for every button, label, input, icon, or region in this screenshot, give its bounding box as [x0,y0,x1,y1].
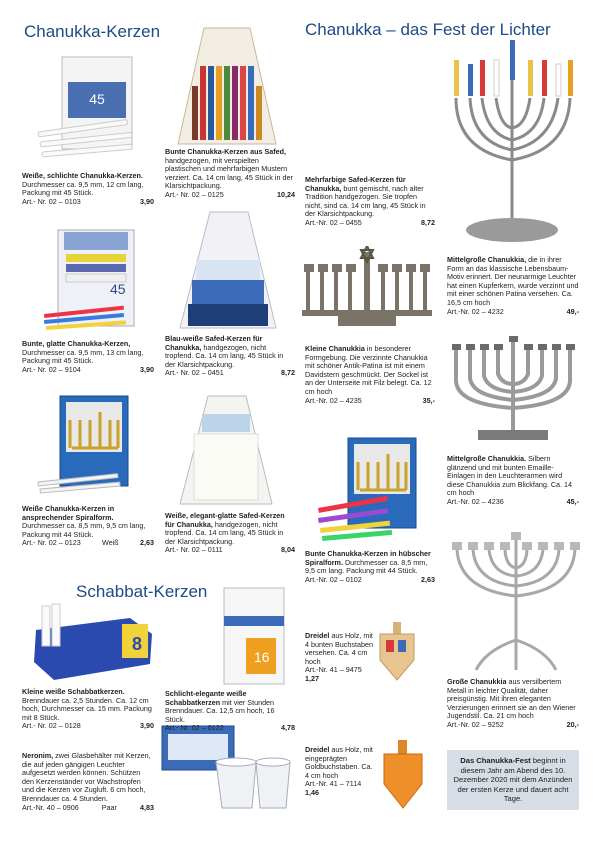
product-description [165,335,295,369]
article-number: Art.- Nr. 02 – 0125 [165,189,224,199]
product-name: Kleine weiße Schabbatkerzen. [22,687,125,696]
article-number: Art.-Nr. 02 – 4235 [305,395,362,405]
product-text: bunt gemischt, nach alter Tradition handgezogen. Sie tropfen nicht, sind ca. 14 cm lang, 45 Stück in der Klarsichtpackung. [305,183,426,219]
article-number: Art.- Nr. 02 – 0103 [22,196,81,206]
gold-letter-dreidel-image [380,740,426,810]
product-text: Durchmesser ca. 9,5 mm, 12 cm lang, Packung mit 45 Stück. [22,179,144,198]
price: 49,- [566,306,579,316]
note-title: Das Chanukka-Fest [460,756,531,765]
product-name: Mittelgroße Chanukkia. [447,454,527,463]
product-text: aus Holz, mit eingeprägten Goldbuchstaben. Ca. 4 cm hoch [305,745,373,780]
product-text: aus versilbertem Metall in leichter Qualität, daher preisgünstig. Mit ihren eleganten Verzierungen erinnert sie an den Wiener Jugendstil. Ca. 21 cm hoch [447,677,576,721]
note-text: beginnt in diesem Jahr am Abend des 10. Dezember 2020 mit dem Anzünden der ersten Kerze und dauert acht Tage. [453,756,573,804]
product-text: aus Holz, mit 4 bunten Buchstaben versehen. Ca. 4 cm hoch [305,631,373,666]
product-description [305,632,375,666]
product-description [165,512,295,546]
elegant-shabbat-candles-box-image [216,586,292,686]
price: 20,- [566,719,579,729]
product-name: Dreidel [305,631,330,640]
product-name: Mittelgroße Chanukkia, [447,255,527,264]
product-4236 [447,455,579,507]
heading-schabbat-kerzen: Schabbat-Kerzen [76,582,208,601]
price: 3,90 [140,196,154,206]
product-text: Durchmesser ca. 8,5 mm, 9,5 cm lang. Packung mit 44 Stück. [305,557,428,576]
product-name: Große Chanukkia [447,677,507,686]
product-name: Bunte Chanukka-Kerzen aus Safed, [165,147,287,156]
product-name: Kleine Chanukkia [305,344,365,353]
white-candles-box-image [36,52,148,170]
tree-of-life-chanukkia-image [444,30,584,248]
product-text: zwei Glasbehälter mit Kerzen, die auf jeden gängigen Leuchter aufgesetzt werden können. Schützen den Kerzenständer vor Wachstropfen und die Kerzen vor Zugluft. 6 cm hoch, Brenndauer ca. 4 Stunden. [22,751,151,803]
product-name: Weiße, schlichte Chanukka-Kerzen. [22,171,143,180]
article-number: Art.- Nr. 02 – 9104 [22,364,81,374]
product-0122 [165,690,295,733]
product-4232 [447,256,579,316]
price: 8,72 [421,217,435,227]
neronim-glass-holders-image [156,722,292,814]
product-text: handgezogen, nicht tropfend. Ca. 14 cm lang, 45 Stück in der Klarsichtpackung. [165,342,284,369]
small-chanukkia-star-image [298,246,436,330]
product-description [447,678,579,721]
product-0906 [22,752,154,812]
product-0128 [22,688,154,731]
product-description [305,550,435,576]
product-description [22,688,154,722]
article-number: Art.- Nr. 02 – 0128 [22,721,81,731]
article-number: Art.- Nr. 02 – 0122 [165,723,224,733]
price: 10,24 [277,189,295,199]
product-name: Bunte Chanukka-Kerzen in hübscher Spiralform. [305,549,431,567]
product-description [22,505,154,539]
product-text: Brenndauer ca. 2,5 Stunden. Ca. 12 cm hoch, Durchmesser ca. 15 mm. Packung mit 8 Stück. [22,695,152,722]
colorful-safed-candles-image [172,26,282,146]
product-description [22,752,154,804]
article-number: Art.- Nr. 02 – 0451 [165,368,224,378]
box-label-16: 16 [254,649,270,665]
product-0103 [22,172,154,206]
variant-label: Paar [101,802,117,812]
product-text: mit vier Stunden Brenndauer. Ca. 12,5 cm hoch, 16 Stück. [165,697,275,724]
product-0111 [165,512,295,555]
product-name: Dreidel [305,745,330,754]
product-7114 [305,746,375,798]
article-number: Art.-Nr. 41 – 7114 [305,779,362,789]
product-description [305,345,435,397]
box-label-45: 45 [89,91,105,107]
price: 2,63 [421,574,435,584]
product-0125 [165,148,295,200]
price: 4,83 [139,802,154,812]
white-safed-candles-image [176,394,276,506]
enamel-chanukkia-image [448,334,580,446]
price: 45,- [566,496,579,506]
product-4235 [305,345,435,405]
product-description [165,148,295,191]
small-shabbat-candles-box-image [30,600,156,684]
product-9252 [447,678,579,730]
box-label-45: 45 [110,281,126,297]
product-name: Blau-weiße Safed-Kerzen für Chanukka, [165,334,263,352]
article-number: Art.-Nr. 02 – 0102 [305,574,362,584]
product-text: handgezogen, nicht tropfend. Ca. 14 cm lang, 45 Stück in der Klarsichtpackung. [165,519,284,546]
colored-candles-box-image [40,228,140,334]
article-number: Art.-Nr. 02 – 0455 [305,217,362,227]
product-name: Weiße Chanukka-Kerzen in ansprechender Spiralform. [22,504,115,522]
product-name: Bunte, glatte Chanukka-Kerzen, [22,339,131,348]
blue-white-safed-candles-image [176,210,280,330]
product-text: Durchmesser ca. 8,5 mm, 9,5 cm lang, Packung mit 44 Stück. [22,521,146,539]
product-0123 [22,505,154,548]
article-number: Art.-Nr. 02 – 9252 [447,719,504,729]
white-spiral-candles-box-image [36,394,148,500]
wooden-dreidel-image [376,622,418,682]
article-number: Art.- Nr. 02 – 0123 [22,538,81,548]
product-name: Mehrfarbige Safed-Kerzen für Chanukka, [305,175,406,193]
product-description [447,455,579,498]
product-description [165,690,295,724]
product-description [22,340,154,366]
heading-fest-der-lichter: Chanukka – das Fest der Lichter [305,20,551,39]
price: 2,63 [140,538,154,548]
price: 8,04 [281,545,295,555]
price: 3,90 [140,364,154,374]
product-description [447,256,579,308]
chanukka-date-note [447,750,579,810]
product-name: Neronim, [22,751,54,760]
price: 4,78 [281,723,295,733]
article-number: Art.- Nr. 02 – 0111 [165,545,223,555]
product-9475 [305,632,375,684]
article-number: Art.-Nr. 40 – 0906 [22,802,79,812]
article-number: Art.-Nr. 02 – 4232 [447,306,504,316]
product-0455 [305,176,435,228]
product-0451 [165,335,295,378]
product-text: Silbern glänzend und mit bunten Emaille-Einlagen in den Leuchterarmen wird diese Chanukkia zum Blickfang. Ca. 14 cm hoch [447,454,573,498]
product-name: Schlicht-elegante weiße Schabbatkerzen [165,689,247,707]
box-label-8: 8 [132,634,143,654]
variant-label: Weiß [102,538,119,548]
product-text: die in ihrer Form an das klassische Lebensbaum-Motiv erinnert. Der neunarmige Leuchter hat einen Kupferkern, wurde verzinnt und mit einer schönen Patina versehen. Ca. 16,5 cm hoch [447,255,579,307]
product-name: Weiße, elegant-glatte Safed-Kerzen für Chanukka, [165,511,285,529]
product-text: in besonderer Formgebung. Die verzinnte Chanukkia mit schöner Antik-Patina ist mit einem Davidstern geschmückt. Der Sockel ist an der Unterseite mit Filz belegt. Ca. 12 cm hoch [305,344,432,396]
product-text: handgezogen, mit verspielten plastischen und mehrfarbigen Mustern verziert. Ca. 14 cm lang, 45 Stück in der Klarsichtpackung. [165,155,293,191]
article-number: Art.-Nr. 02 – 4236 [447,496,504,506]
product-description [305,746,375,780]
product-0102 [305,550,435,584]
article-number: Art.-Nr. 41 – 9475 [305,665,362,675]
product-text: Durchmesser ca. 9,5 mm, 13 cm lang, Packung mit 45 Stück. [22,347,144,366]
colored-spiral-candles-box-image [316,436,422,548]
price: 1,27 [305,673,319,683]
heading-chanukka-kerzen: Chanukka-Kerzen [24,22,161,41]
price: 1,46 [305,787,319,797]
product-description [305,176,435,219]
price: 8,72 [281,368,295,378]
price: 3,90 [140,721,154,731]
product-9104 [22,340,154,374]
silver-jugendstil-chanukkia-image [446,530,586,676]
product-description [22,172,154,198]
price: 35,- [422,395,435,405]
